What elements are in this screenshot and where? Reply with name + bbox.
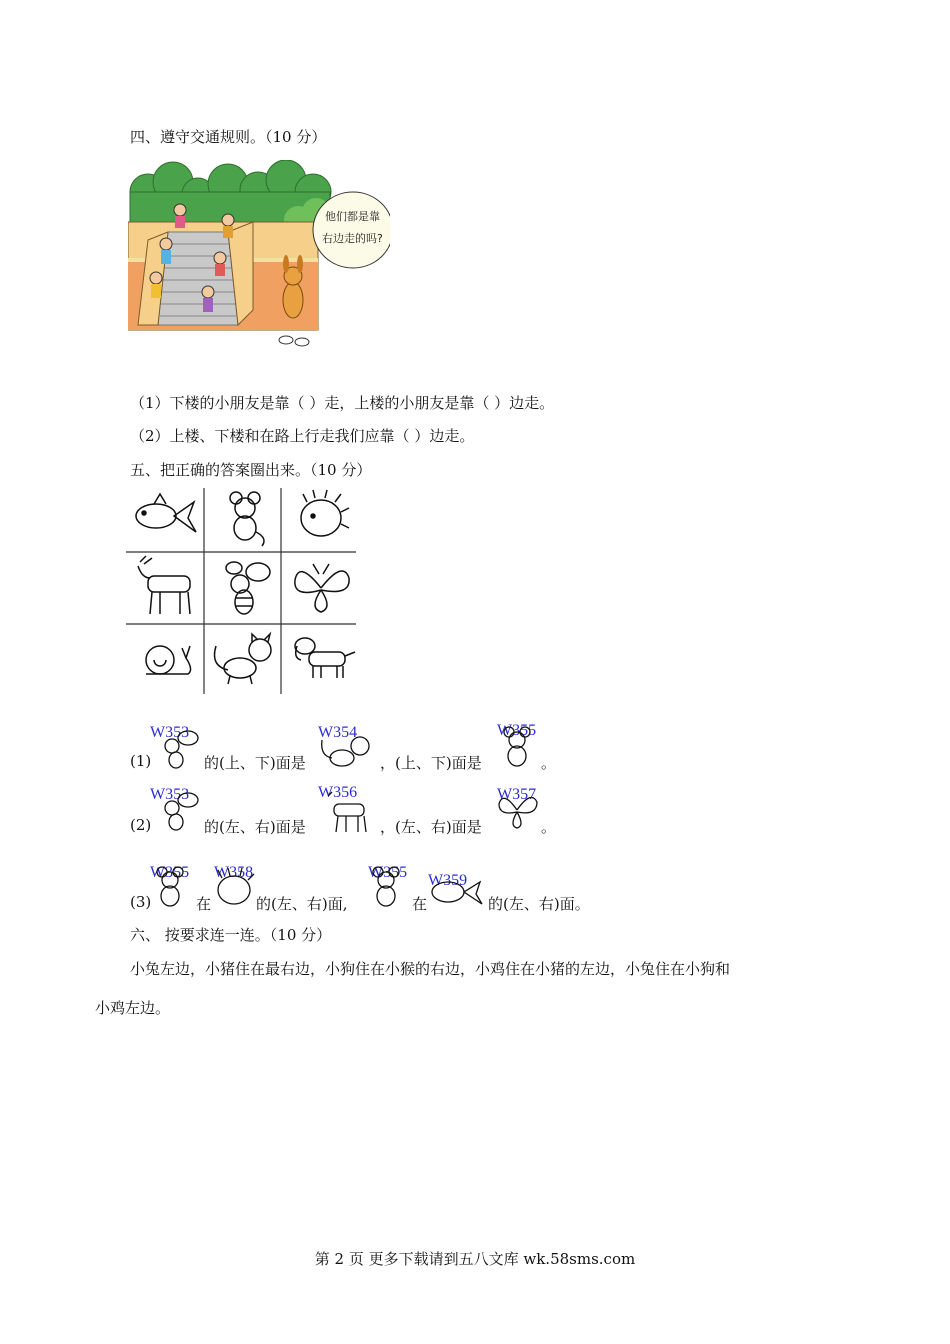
q3-tag-c: W355 bbox=[368, 864, 408, 881]
animal-grid bbox=[126, 488, 356, 694]
mouse-icon[interactable] bbox=[206, 488, 282, 556]
q3-tag-b: W358 bbox=[214, 864, 254, 881]
mouse-icon[interactable] bbox=[366, 864, 410, 914]
section5-q2-text-b: ，(左、右)面是 bbox=[380, 818, 482, 836]
section4-question-2: （2）上楼、下楼和在路上行走我们应靠（ ）边走。 bbox=[130, 427, 475, 445]
goldfish-icon[interactable] bbox=[428, 872, 486, 914]
section5-q3-text-b: 的(左、右)面, bbox=[256, 895, 348, 913]
mouse-icon[interactable] bbox=[150, 864, 194, 914]
section5-q3-text-d: 的(左、右)面。 bbox=[488, 895, 590, 913]
section5-q3-number: (3) bbox=[130, 893, 152, 911]
bee-icon[interactable] bbox=[206, 554, 282, 622]
bee-icon[interactable] bbox=[152, 788, 202, 836]
goldfish-icon[interactable] bbox=[128, 488, 204, 556]
section5-q2-text-a: 的(左、右)面是 bbox=[204, 818, 306, 836]
mouse-icon[interactable] bbox=[497, 724, 541, 774]
goat-icon[interactable] bbox=[128, 554, 204, 622]
q1-tag-c: W355 bbox=[497, 722, 537, 739]
speech-bubble-line1: 他们都是靠 bbox=[325, 210, 380, 223]
section5-q3-zai-1: 在 bbox=[196, 895, 212, 913]
traffic-stairs-illustration bbox=[128, 160, 390, 356]
section4-question-1: （1）下楼的小朋友是靠（ ）走，上楼的小朋友是靠（ ）边走。 bbox=[130, 394, 555, 412]
section5-q3-zai-2: 在 bbox=[412, 895, 428, 913]
dog-icon[interactable] bbox=[283, 626, 359, 694]
section5-title: 五、把正确的答案圈出来。（10 分） bbox=[130, 461, 372, 479]
q3-tag-d: W359 bbox=[428, 872, 468, 889]
section5-q2-number: (2) bbox=[130, 816, 152, 834]
butterfly-icon[interactable] bbox=[283, 554, 359, 622]
hedgehog-icon[interactable] bbox=[283, 488, 359, 556]
hedgehog-icon[interactable] bbox=[212, 864, 256, 914]
q2-tag-b: W356 bbox=[318, 784, 358, 801]
q2-tag-c: W357 bbox=[497, 786, 537, 803]
snail-icon[interactable] bbox=[128, 626, 204, 694]
section5-q1-text-b: ，(上、下)面是 bbox=[380, 754, 482, 772]
speech-bubble-line2: 右边走的吗? bbox=[322, 232, 383, 245]
page-footer: 第 2 页 更多下载请到五八文库 wk.58sms.com bbox=[314, 1250, 636, 1268]
butterfly-icon[interactable] bbox=[495, 788, 541, 836]
cat-icon[interactable] bbox=[206, 626, 282, 694]
q1-tag-b: W354 bbox=[318, 724, 358, 741]
section6-title: 六、 按要求连一连。（10 分） bbox=[130, 926, 332, 944]
section6-line-1: 小兔左边，小猪住在最右边，小狗住在小猴的右边，小鸡住在小猪的左边，小兔住在小狗和 bbox=[130, 960, 731, 978]
section5-q1-text-a: 的(上、下)面是 bbox=[204, 754, 306, 772]
q1-tag-a: W353 bbox=[150, 724, 190, 741]
q2-tag-a: W353 bbox=[150, 786, 190, 803]
q3-tag-a: W355 bbox=[150, 864, 190, 881]
section5-q1-end: 。 bbox=[541, 754, 557, 772]
section6-line-2: 小鸡左边。 bbox=[95, 999, 171, 1017]
section5-q1-number: (1) bbox=[130, 752, 152, 770]
section4-title: 四、遵守交通规则。（10 分） bbox=[130, 128, 327, 146]
section5-q2-end: 。 bbox=[541, 818, 557, 836]
bee-icon[interactable] bbox=[152, 726, 202, 774]
cat-icon[interactable] bbox=[318, 728, 374, 776]
goat-icon[interactable] bbox=[320, 790, 376, 838]
